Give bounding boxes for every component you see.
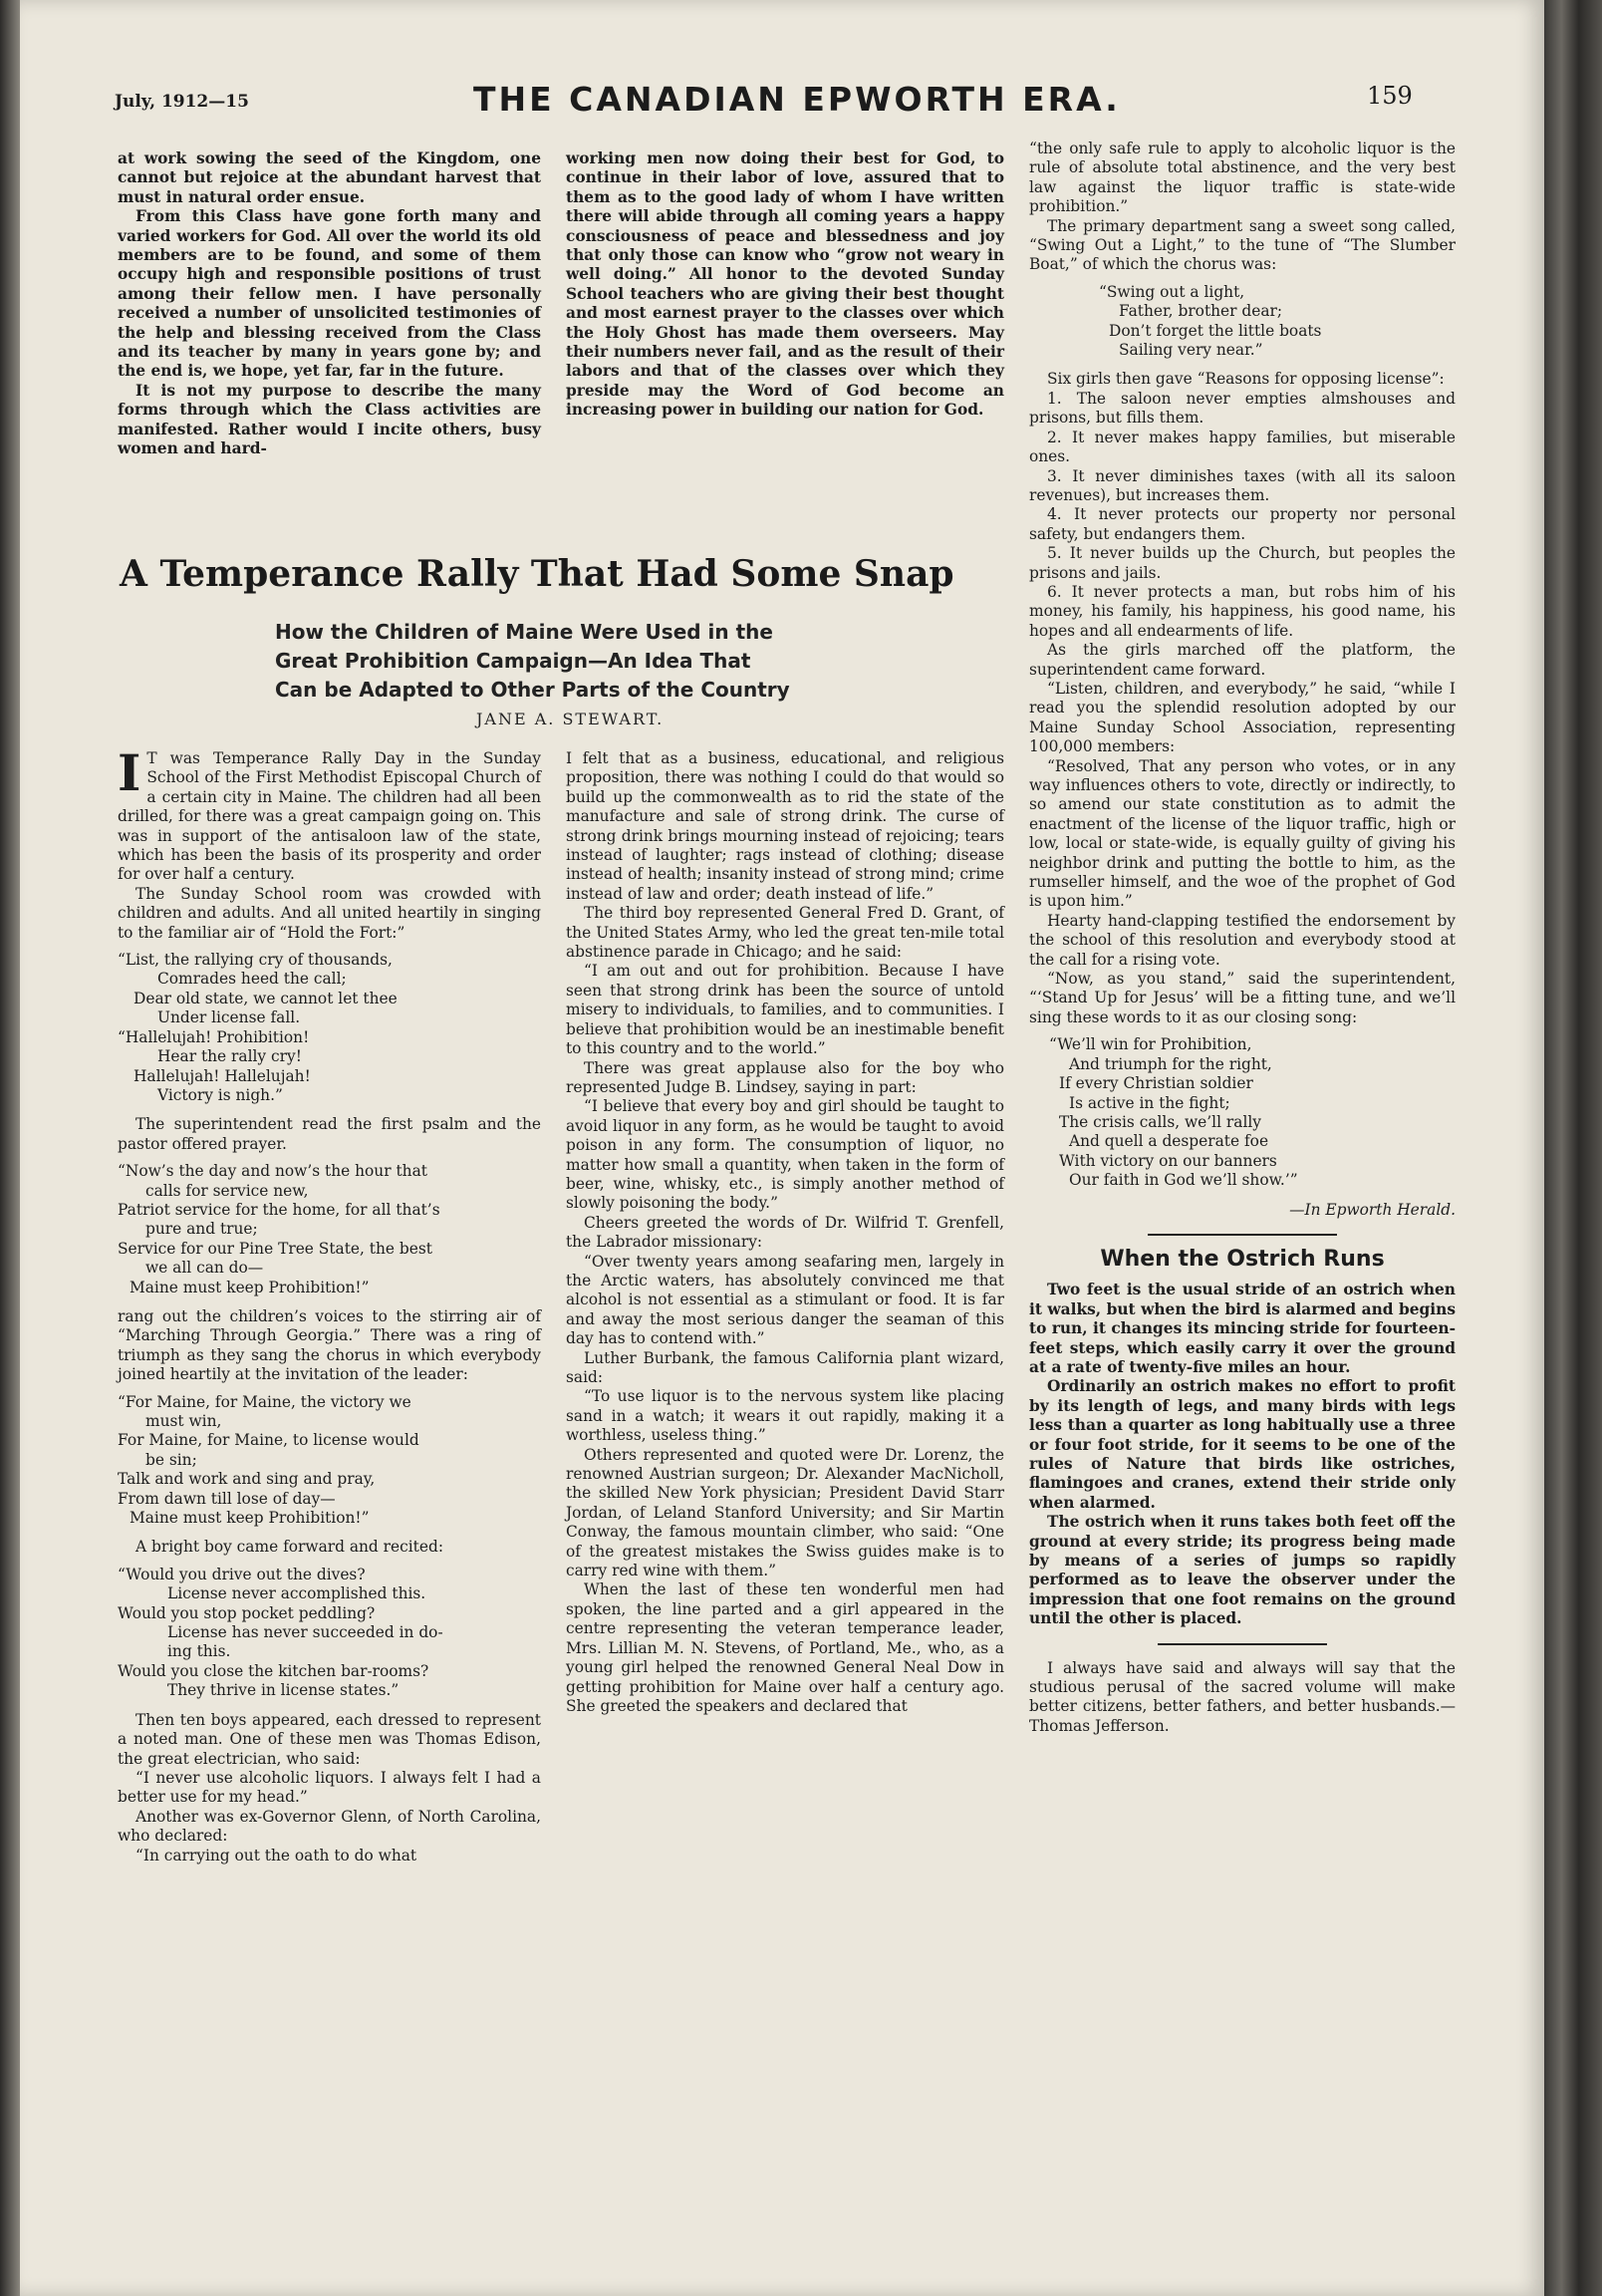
list-item: 5. It never builds up the Church, but peoples the prisons and jails. <box>1029 544 1456 582</box>
paragraph: Another was ex-Governor Glenn, of North Carolina, who declared: <box>118 1807 541 1846</box>
verse <box>1029 283 1456 361</box>
verse-line: “For Maine, for Maine, the victory we <box>118 1392 411 1411</box>
verse-line: “We’ll win for Prohibition, <box>1049 1035 1252 1054</box>
verse-line: “Hallelujah! Prohibition! <box>118 1027 310 1046</box>
paragraph: As the girls marched off the platform, the superintendent came forward. <box>1029 641 1456 679</box>
page-number: 159 <box>1367 82 1413 110</box>
verse <box>1029 1035 1456 1190</box>
verse-line: Under license fall. <box>157 1008 301 1027</box>
paragraph: I felt that as a business, educational, and religious proposition, there was nothing I could do that would so build up the commonwealth as to rid the state of the manufacture and sale of strong drink. The curse of strong drink brings mourning instead of rejoicing; tears instead of laughter; rags instead of clothing; disease instead of health; insanity instead of strong mind; crime instead of law and order; death instead of life.” <box>566 749 1004 903</box>
credit: —In Epworth Herald. <box>1289 1200 1456 1219</box>
paragraph: “the only safe rule to apply to alcoholic liquor is the rule of absolute total abstinence, and the very best law against the liquor traffic is state-wide prohibition.” <box>1029 140 1456 216</box>
drop-cap: I <box>118 743 141 802</box>
verse-line: Comrades heed the call; <box>157 970 347 989</box>
paragraph: Others represented and quoted were Dr. Lorenz, the renowned Austrian surgeon; Dr. Alexander MacNicholl, the skilled New York physician; President David Starr Jordan, of Leland Stanford University; and Sir Martin Conway, the famous mountain climber, who said: “One of the greatest mistakes the Swiss guides make is to carry red wine with them.” <box>566 1445 1004 1580</box>
verse-line: Victory is nigh.” <box>157 1085 283 1104</box>
verse-line: “Now’s the day and now’s the hour that <box>118 1162 427 1181</box>
verse <box>118 1162 541 1297</box>
paragraph: “I believe that every boy and girl should be taught to avoid liquor in any form, as he would be taught to avoid poison in any form. The consumption of liquor, no matter how small a quantity, when taken in the form of beer, wine, whisky, etc., is simply another method of slowly poisoning the body.” <box>566 1097 1004 1213</box>
paragraph: “I am out and out for prohibition. Because I have seen that strong drink has been the source of untold misery to individuals, to families, and to communities. I believe that prohibition would be an inestimable benefit to this country and to the world.” <box>566 962 1004 1058</box>
paragraph: Cheers greeted the words of Dr. Wilfrid T. Grenfell, the Labrador missionary: <box>566 1213 1004 1252</box>
verse-line: ing this. <box>167 1642 231 1661</box>
list-item: 2. It never makes happy families, but miserable ones. <box>1029 428 1456 466</box>
verse-line: Service for our Pine Tree State, the best <box>118 1239 432 1258</box>
verse-line: “Would you drive out the dives? <box>118 1565 366 1583</box>
verse-line: Is active in the fight; <box>1069 1093 1230 1112</box>
verse-line: Maine must keep Prohibition!” <box>130 1509 370 1528</box>
verse-line: And triumph for the right, <box>1069 1054 1272 1073</box>
paragraph: at work sowing the seed of the Kingdom, one cannot but rejoice at the abundant harvest that must in natural order ensue. <box>118 149 541 206</box>
paragraph: The ostrich when it runs takes both feet off the ground at every stride; its progress being made by means of a series of jumps so rapidly performed as to leave the observer under the impression that one foot remains on the ground until the other is placed. <box>1029 1513 1456 1628</box>
top-column-1 <box>118 149 541 459</box>
subhead-line: How the Children of Maine Were Used in the <box>275 620 773 644</box>
subhead-line: Great Prohibition Campaign—An Idea That <box>275 649 751 673</box>
paragraph: The third boy represented General Fred D. Grant, of the United States Army, who led the great ten-mile total abstinence parade in Chicago; and he said: <box>566 904 1004 962</box>
verse-line: They thrive in license states.” <box>167 1681 400 1700</box>
verse-line: For Maine, for Maine, to license would <box>118 1431 419 1450</box>
paragraph: “Over twenty years among seafaring men, largely in the Arctic waters, has absolutely convinced me that alcohol is not essential as a stimulant or food. It is far and away the most serious danger the seaman of this day has to contend with.” <box>566 1252 1004 1348</box>
verse-line: License has never succeeded in do- <box>167 1623 443 1642</box>
verse-line: Hear the rally cry! <box>157 1047 302 1066</box>
paragraph: “I never use alcoholic liquors. I always felt I had a better use for my head.” <box>118 1768 541 1807</box>
paragraph: Then ten boys appeared, each dressed to represent a noted man. One of these men was Thomas Edison, the great electrician, who said: <box>118 1710 541 1768</box>
verse <box>118 1393 541 1529</box>
list-item: 3. It never diminishes taxes (with all its saloon revenues), but increases them. <box>1029 466 1456 504</box>
verse-line: Dear old state, we cannot let thee <box>134 989 398 1007</box>
paragraph: When the last of these ten wonderful men had spoken, the line parted and a girl appeared in the centre representing the veteran temperance leader, Mrs. Lillian M. N. Stevens, of Portland, Me., who, as a young girl helped the renowned General Neal Dow in getting prohibition for Maine over half a century ago. She greeted the speakers and declared that <box>566 1580 1004 1715</box>
verse-line: must win, <box>145 1412 222 1430</box>
article-column-1 <box>118 743 541 1866</box>
list-item: 6. It never protects a man, but robs him of his money, his family, his happiness, his good name, his hopes and all endearments of life. <box>1029 582 1456 640</box>
verse-line: we all can do— <box>145 1259 264 1278</box>
paragraph: working men now doing their best for God, to continue in their labor of love, assured that to them as to the good lady of whom I have written there will abide through all coming years a happy consciousness of peace and blessedness and joy that only those can know who “grow not weary in well doing.” All honor to the devoted Sunday School teachers who are giving their best thought and most earnest prayer to the classes over which the Holy Ghost has made them overseers. May their numbers never fail, and as the result of their labors and that of the classes over which they preside may the Word of God become an increasing power in building our nation for God. <box>566 149 1004 420</box>
byline: JANE A. STEWART. <box>476 710 665 728</box>
paragraph: “To use liquor is to the nervous system like placing sand in a watch; it wears it out rapidly, making it a worthless, useless thing.” <box>566 1387 1004 1445</box>
right-column <box>1029 140 1456 1736</box>
issue-date: July, 1912—15 <box>115 92 249 112</box>
ostrich-article <box>1029 1281 1456 1628</box>
book-binding <box>1544 0 1602 2296</box>
masthead-title: THE CANADIAN EPWORTH ERA. <box>473 80 1121 119</box>
quotation: I always have said and always will say that the studious perusal of the sacred volume will make better citizens, better fathers, and better husbands.—Thomas Jefferson. <box>1029 1658 1456 1735</box>
verse <box>118 1566 541 1701</box>
verse-line: Father, brother dear; <box>1119 302 1283 321</box>
verse-line: If every Christian soldier <box>1059 1074 1253 1093</box>
subhead-line: Can be Adapted to Other Parts of the Country <box>275 678 790 702</box>
magazine-page <box>20 0 1544 2296</box>
verse-line: With victory on our banners <box>1059 1151 1277 1170</box>
paragraph: Two feet is the usual stride of an ostrich when it walks, but when the bird is alarmed and begins to run, it changes its mincing stride for fourteen-feet steps, which easily carry it over the ground at a rate of twenty-five miles an hour. <box>1029 1281 1456 1376</box>
article-column-2 <box>566 749 1004 1716</box>
paragraph: Six girls then gave “Reasons for opposing license”: <box>1047 370 1445 389</box>
paragraph: “Now, as you stand,” said the superintendent, “‘Stand Up for Jesus’ will be a fitting tune, and we’ll sing these words to it as our closing song: <box>1029 970 1456 1026</box>
paragraph: There was great applause also for the boy who represented Judge B. Lindsey, saying in part: <box>566 1058 1004 1096</box>
paragraph: Luther Burbank, the famous California plant wizard, said: <box>566 1348 1004 1386</box>
paragraph: “Resolved, That any person who votes, or in any way influences others to vote, directly or indirectly, to so amend our state constitution as to admit the enactment of the license of the liquor traffic, high or low, local or state-wide, is equally guilty of giving his neighbor drink and putting the bottle to him, as the rumseller himself, and the woe of the prophet of God is upon him.” <box>1029 756 1456 911</box>
verse-line: Talk and work and sing and pray, <box>118 1470 376 1489</box>
section-heading: When the Ostrich Runs <box>1100 1246 1385 1272</box>
paragraph: A bright boy came forward and recited: <box>135 1538 444 1557</box>
left-page-edge <box>0 0 20 2296</box>
paragraph: From this Class have gone forth many and varied workers for God. All over the world its old members are to be found, and some of them occupy high and responsible positions of trust among their fellow men. I have personally received a number of unsolicited testimonies of the help and blessing received from the Class and its teacher by many in years gone by; and the end is, we hope, yet far, far in the future. <box>118 207 541 381</box>
paragraph: Ordinarily an ostrich makes no effort to profit by its length of legs, and many birds with legs less than a quarter as long habitually use a three or four foot stride, for it seems to be one of the rules of Nature that birds like ostriches, flamingoes and cranes, extend their stride only when alarmed. <box>1029 1377 1456 1512</box>
verse-line: Sailing very near.” <box>1119 341 1263 360</box>
paragraph: The Sunday School room was crowded with children and adults. And all united heartily in singing to the familiar air of “Hold the Fort:” <box>118 884 541 942</box>
verse-line: calls for service new, <box>145 1181 309 1200</box>
list-item: 1. The saloon never empties almshouses and prisons, but fills them. <box>1029 389 1456 428</box>
verse-line: “List, the rallying cry of thousands, <box>118 951 393 970</box>
paragraph: The superintendent read the first psalm and the pastor offered prayer. <box>118 1115 541 1153</box>
top-column-2 <box>566 149 1004 421</box>
list-item: 4. It never protects our property nor personal safety, but endangers them. <box>1029 505 1456 543</box>
verse-line: “Swing out a light, <box>1099 282 1245 301</box>
paragraph: “In carrying out the oath to do what <box>135 1846 417 1865</box>
verse-line: Hallelujah! Hallelujah! <box>134 1066 311 1085</box>
paragraph: It is not my purpose to describe the many forms through which the Class activities are manifested. Rather would I incite others, busy women and hard- <box>118 381 541 458</box>
verse <box>118 951 541 1105</box>
divider <box>1148 1234 1337 1236</box>
verse-line: License never accomplished this. <box>167 1584 426 1603</box>
verse-line: Don’t forget the little boats <box>1109 321 1322 340</box>
verse-line: Would you stop pocket peddling? <box>118 1603 376 1622</box>
verse-line: Would you close the kitchen bar-rooms? <box>118 1661 429 1680</box>
divider <box>1158 1643 1327 1645</box>
verse-line: And quell a desperate foe <box>1069 1132 1269 1151</box>
verse-line: pure and true; <box>145 1220 258 1239</box>
verse-line: Patriot service for the home, for all that’s <box>118 1200 440 1219</box>
verse-line: From dawn till lose of day— <box>118 1489 336 1508</box>
paragraph: Hearty hand-clapping testified the endorsement by the school of this resolution and everybody stood at the call for a rising vote. <box>1029 911 1456 969</box>
verse-line: The crisis calls, we’ll rally <box>1059 1112 1261 1131</box>
article-headline: A Temperance Rally That Had Some Snap <box>120 553 954 595</box>
verse-line: be sin; <box>145 1450 197 1469</box>
paragraph: “Listen, children, and everybody,” he said, “while I read you the splendid resolution adopted by our Maine Sunday School Association, representing 100,000 members: <box>1029 679 1456 756</box>
paragraph: T was Temperance Rally Day in the Sunday School of the First Methodist Episcopal Church of a certain city in Maine. The children had all been drilled, for there was a great campaign going on. This was in support of the antisaloon law of the state, which has been the basis of its prosperity and order for over half a century. <box>118 749 541 884</box>
verse-line: Our faith in God we’ll show.’” <box>1069 1171 1298 1190</box>
paragraph: rang out the children’s voices to the stirring air of “Marching Through Georgia.” There was a ring of triumph as they sang the chorus in which everybody joined heartily at the invitation of the leader: <box>118 1306 541 1384</box>
article-subheading <box>275 618 913 705</box>
verse-line: Maine must keep Prohibition!” <box>130 1278 370 1296</box>
paragraph: The primary department sang a sweet song called, “Swing Out a Light,” to the tune of “The Slumber Boat,” of which the chorus was: <box>1029 216 1456 274</box>
